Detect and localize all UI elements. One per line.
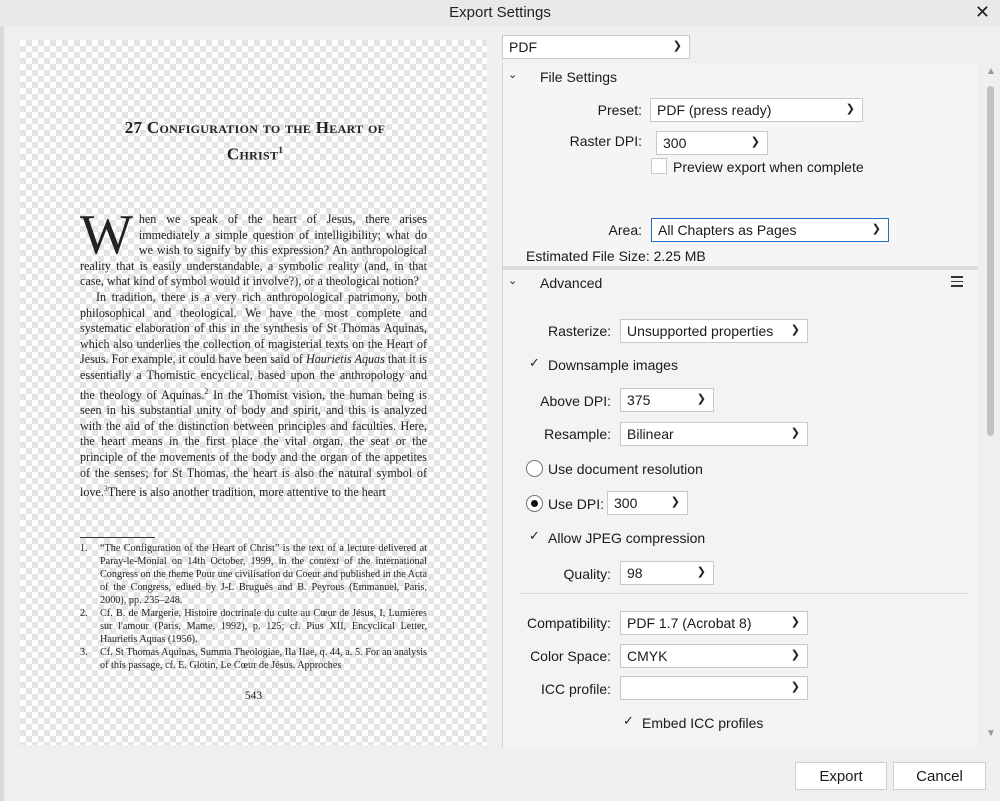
quality-label: Quality: [563,566,611,582]
raster-dpi-value: 300 [663,135,687,151]
para2-note: 2 [204,386,209,396]
estimated-size [526,248,706,264]
chapter-title [80,116,430,166]
footnotes [80,542,427,672]
icc-profile-select[interactable] [620,676,808,700]
footnote-number: 2. [80,608,88,619]
footnote [80,646,427,672]
footnote-number: 1. [80,543,88,554]
chevron-down-icon: ❯ [672,40,682,52]
chevron-down-icon: ❯ [845,103,855,115]
use-document-resolution-label: Use document resolution [548,461,703,477]
footnote [80,607,427,646]
page-number: 543 [244,690,263,702]
compatibility-label: Compatibility: [526,615,611,631]
rasterize-select[interactable] [620,319,808,343]
footnote-number: 3. [80,647,88,658]
use-document-resolution-radio[interactable] [526,460,543,477]
drop-cap: W [80,204,133,266]
export-button[interactable]: Export [795,762,887,790]
rasterize-value: Unsupported properties [627,323,774,339]
advanced-title: Advanced [540,275,603,291]
window-title: Export Settings [449,4,551,21]
area-value: All Chapters as Pages [658,222,797,238]
quality-select[interactable] [620,561,714,585]
footnote [80,542,427,607]
chapter-title-footnote: 1 [278,145,284,155]
chapter-title-line1: 27 Configuration to the Heart of [124,118,386,137]
preset-value: PDF (press ready) [657,102,772,118]
para2-text-d: There is also another tradition, more attentive to the heart [107,485,386,500]
preview-export-checkbox[interactable] [651,158,667,174]
chevron-down-icon: ❯ [790,681,800,693]
chevron-down-icon: ❯ [871,223,881,235]
format-select[interactable] [502,35,690,59]
rasterize-label: Rasterize: [547,323,611,339]
footnote-text: “The Configuration of the Heart of Christ” is the text of a lecture delivered at Paray-le-Monial on 14th October, 1999, in the context of the international Congress on the theme Pour une civilisation du Coeur and published in the Acta of the Congress, edited by J-L Bruguès and B. Peyrous (Emmanuel, Paris, 2000), pp. 235–248. [100,543,427,606]
format-value: PDF [509,39,537,55]
chevron-down-icon: ❯ [696,566,706,578]
scroll-up-icon[interactable]: ▲ [986,66,996,77]
close-icon[interactable]: ✕ [974,2,990,22]
above-dpi-value: 375 [627,392,651,408]
allow-jpeg-label: Allow JPEG compression [548,530,706,546]
scroll-down-icon[interactable]: ▼ [986,728,996,739]
para1-text: hen we speak of the heart of Jesus, there arises immediately a simple question of intelligibility; what do we wish to signify by this expression? An anthropological reality that is easily understandable, a symbolic reality (and, in that case, what kind of symbol would it involve?), or a theological notion? [80,212,427,289]
preview-export-label: Preview export when complete [673,159,864,175]
above-dpi-label: Above DPI: [540,393,611,409]
compatibility-value: PDF 1.7 (Acrobat 8) [627,615,752,631]
para2-text-a: In tradition, there is a very rich anthropological patrimony, both philosophical and theological. We have the most complete and systematic elaboration of this in the synthesis of St Thomas Aquinas, which also underlies the collection of magisterial texts on the Heart of Jesus. For example, it could have been said of [80,289,427,367]
resample-select[interactable] [620,422,808,446]
downsample-checkbox[interactable] [527,357,543,373]
chevron-down-icon: ❯ [790,649,800,661]
file-settings-header[interactable] [502,66,978,92]
export-preview [20,40,487,745]
chevron-down-icon: ❯ [750,136,760,148]
embed-icc-checkbox[interactable] [621,715,637,731]
hamburger-menu-icon[interactable] [951,276,963,288]
para2-note2: 3 [103,484,108,494]
chevron-down-icon: ❯ [696,393,706,405]
raster-dpi-select[interactable] [656,131,768,155]
window-edge [0,26,4,801]
para2-text-c: In the Thomist vision, the human being is seen in his substantial unity of body and spirit, and this is analyzed with the aid of the distinction between principles and faculties. Here, the heart means in the first place the vital organ, the seat or the principle of the movements of the body and the organ of the appetites of the senses; for St Thomas, the heart is also the natural symbol of love. [80,387,427,500]
collapse-arrow-icon: ⌄ [508,275,518,287]
advanced-header[interactable] [502,272,978,298]
estimated-size-value: 2.25 MB [653,248,706,264]
estimated-size-label: Estimated File Size: [526,248,650,264]
preset-label: Preset: [597,102,642,118]
footnote-rule [80,537,155,538]
advanced-divider [520,593,968,594]
footnote-text: Cf. B. de Margerie, Histoire doctrinale du culte au Cœur de Jésus, I, Lumières sur l'amour (Paris, Mame, 1992), p. 125; cf. Pius XII, Encyclical Letter, Haurietis Aquas (1956). [100,608,427,645]
chevron-down-icon: ❯ [790,616,800,628]
area-label: Area: [608,222,642,238]
resample-label: Resample: [544,426,611,442]
raster-dpi-label: Raster DPI: [569,133,642,149]
para2-italic: Haurietis Aquas [306,352,385,367]
color-space-label: Color Space: [530,648,611,664]
use-dpi-label: Use DPI: [548,496,605,512]
chevron-down-icon: ❯ [790,427,800,439]
paragraph-2 [80,290,427,501]
paragraph-1 [80,204,427,290]
allow-jpeg-checkbox[interactable] [527,530,543,546]
above-dpi-select[interactable] [620,388,714,412]
title-bar [0,0,1000,26]
body-text [80,204,428,501]
resample-value: Bilinear [627,426,674,442]
cancel-button[interactable]: Cancel [893,762,986,790]
use-dpi-value: 300 [614,495,638,511]
embed-icc-label: Embed ICC profiles [642,715,764,731]
preset-select[interactable] [650,98,863,122]
file-settings-title: File Settings [540,69,618,85]
quality-value: 98 [627,565,643,581]
color-space-value: CMYK [627,648,668,664]
footnote-text: Cf. St Thomas Aquinas, Summa Theologiae, IIa IIae, q. 44, a. 5. For an analysis of this passage, cf. E. Glotin, Le Cœur de Jésus. Approches [100,647,427,671]
color-space-select[interactable] [620,644,808,668]
compatibility-select[interactable] [620,611,808,635]
use-dpi-radio[interactable] [526,495,543,512]
downsample-label: Downsample images [548,357,678,373]
icc-profile-label: ICC profile: [540,681,611,697]
chapter-title-line2: Christ [226,144,279,164]
para2-text-b: that it is essentially a Thomistic encyclical, based upon the anthropology and the theology of Aquinas. [80,352,428,402]
chevron-down-icon: ❯ [670,496,680,508]
collapse-arrow-icon: ⌄ [508,69,518,81]
area-select[interactable] [651,218,889,242]
use-dpi-select[interactable] [607,491,688,515]
chevron-down-icon: ❯ [790,324,800,336]
scroll-thumb[interactable] [987,86,994,436]
